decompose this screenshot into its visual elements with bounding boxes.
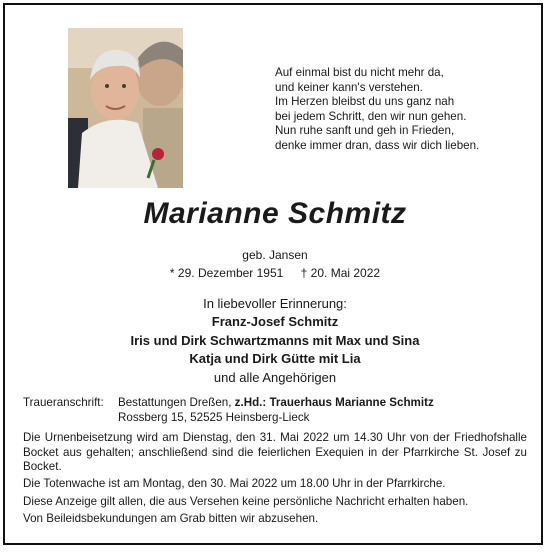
death-date: † 20. Mai 2022 xyxy=(300,266,381,280)
poem-line: denke immer dran, dass wir dich lieben. xyxy=(275,138,480,152)
birth-date: * 29. Dezember 1951 xyxy=(169,266,284,280)
note-wake: Die Totenwache ist am Montag, den 30. Mai 2022 um 18.00 Uhr in der Pfarrkirche. xyxy=(23,477,446,491)
photo-illustration xyxy=(68,28,183,188)
mourners-intro: In liebevoller Erinnerung: xyxy=(203,296,347,311)
mourner-name: Iris und Dirk Schwartzmanns mit Max und Sina xyxy=(130,332,420,348)
address-label: Traueranschrift: xyxy=(23,396,104,409)
mourners xyxy=(0,295,550,387)
poem-line: und keiner kann's verstehen. xyxy=(275,80,423,94)
poem-line: Nun ruhe sanft und geh in Frieden, xyxy=(275,124,455,138)
life-dates xyxy=(0,266,550,280)
note-announcement: Diese Anzeige gilt allen, die aus Versehen keine persönliche Nachricht erhalten haben. xyxy=(23,494,469,508)
notes xyxy=(23,431,527,529)
portrait-photo xyxy=(68,28,183,188)
address-funeral-home: Bestattungen Dreßen, xyxy=(118,396,232,409)
birth-name: geb. Jansen xyxy=(242,248,308,262)
deceased-name: Marianne Schmitz xyxy=(143,197,407,230)
mourner-name: Franz-Josef Schmitz xyxy=(211,314,339,330)
poem-line: Auf einmal bist du nicht mehr da, xyxy=(275,66,444,79)
mourner-name: Katja und Dirk Gütte mit Lia xyxy=(189,351,361,367)
poem-line: bei jedem Schritt, den wir nun gehen. xyxy=(275,109,467,123)
note-urn-burial: Die Urnenbeisetzung wird am Dienstag, den 31. Mai 2022 um 14.30 Uhr von der Friedhofshalle Bocket aus gehalten; anschließend sind die feierlichen Exequien in der Pfarrkirche St. Josef zu Bocket. xyxy=(23,431,527,474)
address-value xyxy=(118,396,434,425)
poem-line: Im Herzen bleibst du uns ganz nah xyxy=(275,95,455,109)
mourners-closing: und alle Angehörigen xyxy=(213,369,337,385)
note-condolences: Von Beileidsbekundungen am Grab bitten wir abzusehen. xyxy=(23,511,319,525)
address-attention: z.Hd.: Trauerhaus Marianne Schmitz xyxy=(234,396,434,409)
address-street: Rossberg 15, 52525 Heinsberg-Lieck xyxy=(118,410,310,424)
poem xyxy=(275,66,479,154)
